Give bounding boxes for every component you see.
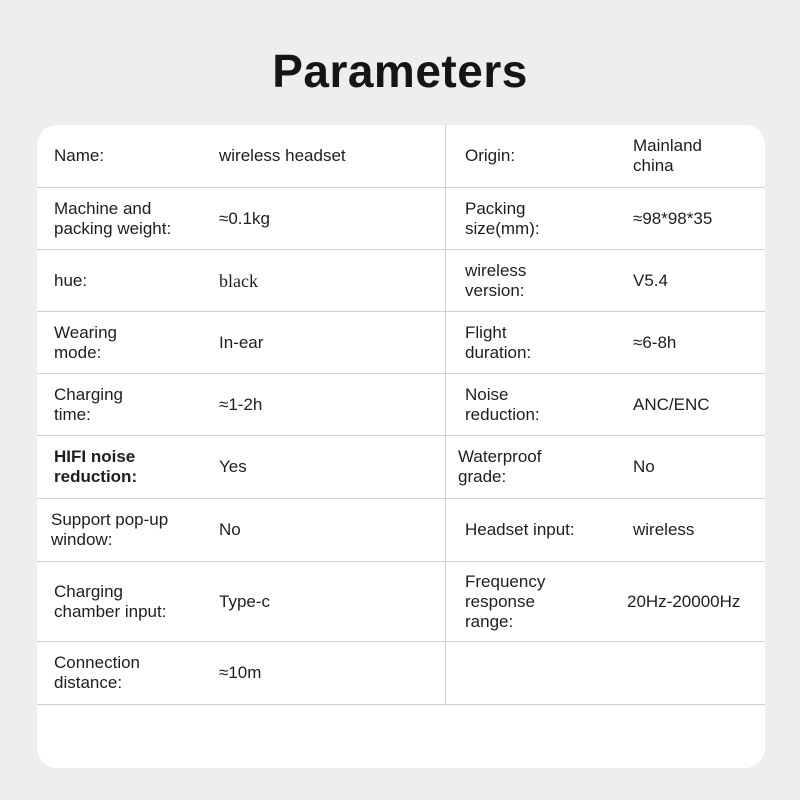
param-value: Mainland china — [633, 136, 702, 175]
table-row — [37, 125, 765, 188]
param-label: Machine and packing weight: — [54, 198, 172, 238]
param-value: 20Hz-20000Hz — [627, 591, 741, 611]
param-value: Yes — [219, 457, 247, 476]
param-label: wireless version: — [465, 260, 527, 300]
param-value: V5.4 — [633, 270, 668, 290]
param-label: Packing size(mm): — [465, 198, 540, 238]
table-row — [37, 188, 765, 250]
param-label: Support pop-up window: — [51, 510, 169, 549]
table-row — [37, 562, 765, 642]
param-value: ≈10m — [219, 663, 262, 682]
page-title: Parameters — [272, 45, 528, 97]
param-label: Waterproof grade: — [458, 447, 542, 486]
param-value: ANC/ENC — [633, 394, 710, 414]
param-value: No — [219, 520, 241, 539]
param-label: Charging chamber input: — [54, 581, 167, 621]
table-row — [37, 312, 765, 374]
param-label: Connection distance: — [54, 653, 141, 692]
param-value: ≈6-8h — [633, 332, 677, 352]
table-row — [37, 374, 765, 436]
param-label — [465, 642, 615, 704]
param-label: Headset input: — [465, 520, 575, 539]
param-value: In-ear — [219, 332, 264, 352]
param-label: HIFI noise reduction: — [54, 447, 138, 486]
param-label: Flight duration: — [465, 322, 532, 362]
param-value: ≈98*98*35 — [633, 208, 713, 228]
param-label: Wearing mode: — [54, 322, 117, 362]
param-label: hue: — [54, 270, 88, 290]
param-value: wireless headset — [219, 146, 346, 165]
param-label: Origin: — [465, 146, 516, 165]
param-value: ≈0.1kg — [219, 208, 270, 228]
param-value: black — [219, 270, 258, 291]
param-label: Frequency response range: — [465, 571, 546, 631]
param-value: ≈1-2h — [219, 394, 263, 414]
param-label: Name: — [54, 146, 105, 165]
param-label: Noise reduction: — [465, 384, 540, 424]
table-row — [37, 499, 765, 562]
param-value: Type-c — [219, 591, 271, 611]
table-row — [37, 436, 765, 499]
param-value: No — [633, 457, 655, 476]
table-row — [37, 642, 765, 705]
param-value — [633, 642, 763, 704]
param-label: Charging time: — [54, 384, 123, 424]
table-row — [37, 250, 765, 312]
parameters-table — [37, 125, 765, 768]
param-value: wireless — [633, 520, 695, 539]
